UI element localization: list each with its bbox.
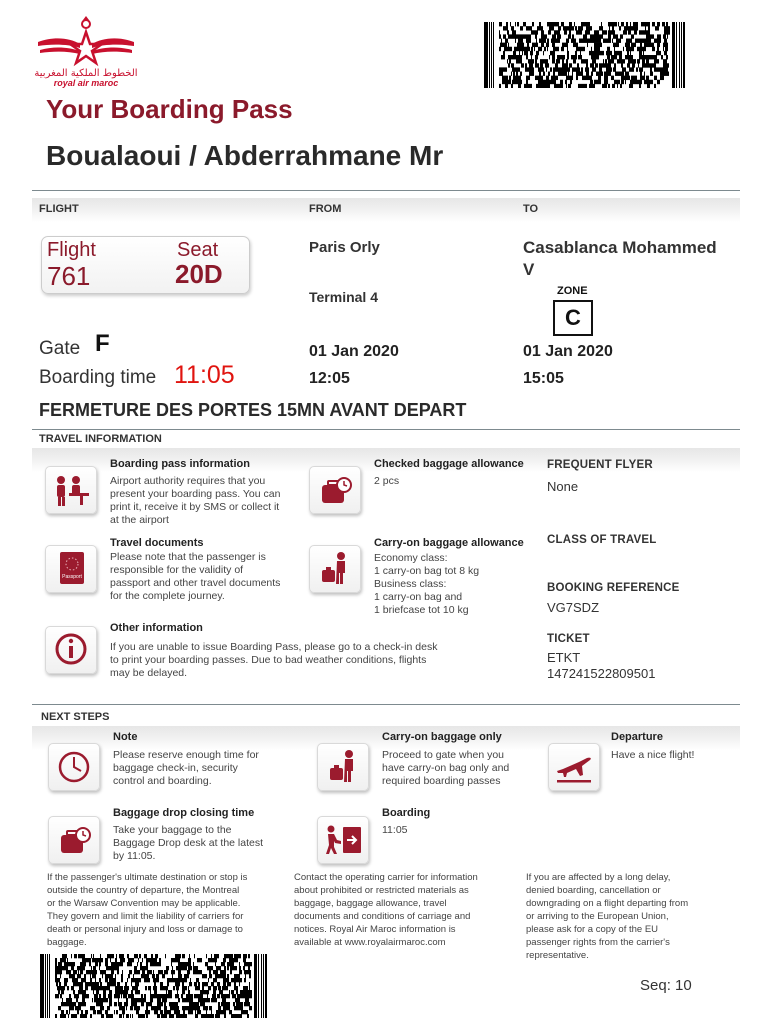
passport-icon-label: Passport: [62, 574, 82, 580]
text-line: downgrading on a flight departing from: [526, 898, 689, 909]
flight-label: Flight: [47, 239, 96, 261]
boarding-time-value: 11:05: [174, 361, 235, 389]
frequent-flyer-label: FREQUENT FLYER: [547, 459, 653, 471]
text-line: notices. Royal Air Maroc information is: [294, 924, 456, 935]
checked-baggage-title: Checked baggage allowance: [374, 458, 524, 470]
royal-air-maroc-logo: [34, 12, 138, 90]
departure-text: Have a nice flight!: [611, 749, 695, 761]
departure-plane-icon: [548, 743, 600, 791]
seat-number: 20D: [175, 259, 223, 289]
booking-reference-label: BOOKING REFERENCE: [547, 582, 680, 594]
boarding-text: 11:05: [382, 824, 408, 836]
text-line: or arriving to the European Union,: [526, 911, 669, 922]
text-line: denied boarding, cancellation or: [526, 885, 661, 896]
person-luggage-icon: [309, 545, 361, 593]
flight-header-band: [32, 198, 740, 222]
text-line: baggage check-in, security: [113, 762, 238, 774]
info-icon: [45, 626, 97, 674]
text-line: required boarding passes: [382, 775, 501, 787]
barcode-top: [484, 22, 694, 88]
carry-on-only-title: Carry-on baggage only: [382, 731, 502, 743]
carry-on-only-text: [382, 749, 509, 788]
to-time: 15:05: [523, 370, 564, 387]
text-line: at the airport: [110, 514, 169, 526]
text-line: Baggage Drop desk at the latest: [113, 837, 264, 849]
luggage-clock-icon: [309, 466, 361, 514]
carry-on-allowance-title: Carry-on baggage allowance: [374, 537, 524, 549]
other-info-title: Other information: [110, 622, 203, 634]
text-line: documents and conditions of carriage and: [294, 911, 471, 922]
text-line: Business class:: [374, 578, 447, 590]
text-line: If you are unable to issue Boarding Pass, please go to a check-in desk: [110, 641, 438, 653]
text-line: for the complete journey.: [110, 590, 225, 602]
text-line: death or personal injury and loss or damage to: [47, 924, 243, 935]
text-line: may be delayed.: [110, 667, 188, 679]
flight-column-label: FLIGHT: [39, 203, 79, 215]
class-of-travel-label: CLASS OF TRAVEL: [547, 534, 657, 546]
person-luggage-icon: [317, 743, 369, 791]
text-line: responsible for the validity of: [110, 564, 244, 576]
text-line: or the Warsaw Convention may be applicable.: [47, 898, 241, 909]
divider: [32, 190, 740, 191]
text-line: Please note that the passenger is: [110, 551, 266, 563]
clock-icon: [48, 743, 100, 791]
boarding-pass-info-text: [110, 475, 280, 527]
page-title: Your Boarding Pass: [46, 94, 293, 124]
logo-latin-text: royal air maroc: [53, 78, 119, 88]
checked-baggage-text: 2 pcs: [374, 475, 400, 487]
text-line: please ask for a copy of the EU: [526, 924, 659, 935]
text-line: about prohibited or restricted materials as: [294, 885, 469, 896]
divider: [32, 429, 740, 430]
text-line: Contact the operating carrier for information: [294, 872, 478, 883]
boarding-title: Boarding: [382, 807, 431, 819]
text-line: baggage.: [47, 937, 87, 948]
travel-documents-title: Travel documents: [110, 537, 204, 549]
note-text: [113, 749, 259, 788]
text-line: 1 carry-on bag and: [374, 591, 463, 603]
booking-reference-value: VG7SDZ: [547, 600, 600, 615]
baggage-drop-text: [113, 824, 263, 863]
sequence-number: Seq: 10: [640, 977, 692, 994]
footer-carrier-contact: [294, 871, 478, 949]
zone-value: C: [565, 305, 581, 330]
gate-label: Gate: [39, 338, 81, 359]
check-in-desk-icon: [45, 466, 97, 514]
travel-documents-text: [110, 551, 280, 603]
zone-label: ZONE: [557, 285, 588, 297]
ticket-type: ETKT: [547, 650, 581, 665]
text-line: Please reserve enough time for: [113, 749, 259, 761]
gate-value: F: [95, 330, 110, 357]
from-date: 01 Jan 2020: [309, 343, 399, 360]
other-info-text: [110, 641, 437, 680]
travel-info-heading: TRAVEL INFORMATION: [39, 433, 162, 445]
text-line: Airport authority requires that you: [110, 475, 266, 487]
text-line: print it, receive it by SMS or collect it: [110, 501, 280, 513]
text-line: passport and other travel documents: [110, 577, 281, 589]
flight-number: 761: [47, 261, 91, 291]
from-city: Paris Orly: [309, 239, 380, 256]
text-line: have carry-on bag only and: [382, 762, 510, 774]
text-line: representative.: [526, 950, 589, 961]
text-line: baggage, baggage allowance, travel: [294, 898, 447, 909]
to-column-label: TO: [523, 203, 539, 215]
to-date: 01 Jan 2020: [523, 343, 613, 360]
seat-label: Seat: [177, 239, 219, 261]
from-column-label: FROM: [309, 203, 342, 215]
ticket-number: 147241522809501: [547, 666, 656, 681]
carry-on-allowance-text: [374, 552, 479, 617]
text-line: present your boarding pass. You can: [110, 488, 281, 500]
text-line: They govern and limit the liability of carriers for: [47, 911, 244, 922]
text-line: If you are affected by a long delay,: [526, 872, 671, 883]
text-line: to print your boarding passes. Due to bad weather conditions, flights: [110, 654, 427, 666]
text-line: passenger rights from the carrier's: [526, 937, 670, 948]
barcode-bottom: [40, 954, 276, 1018]
from-time: 12:05: [309, 370, 350, 387]
boarding-time-label: Boarding time: [39, 367, 157, 388]
passport-icon: [45, 545, 97, 593]
text-line: Economy class:: [374, 552, 448, 564]
gate-closing-notice: FERMETURE DES PORTES 15MN AVANT DEPART: [39, 400, 467, 420]
flight-seat-box: [41, 236, 250, 294]
text-line: Take your baggage to the: [113, 824, 232, 836]
text-line: If the passenger's ultimate destination or stop is: [47, 872, 248, 883]
frequent-flyer-value: None: [547, 479, 579, 494]
text-line: 1 briefcase tot 10 kg: [374, 604, 469, 616]
from-terminal: Terminal 4: [309, 289, 378, 305]
passenger-name: Boualaoui / Abderrahmane Mr: [46, 140, 444, 171]
note-title: Note: [113, 731, 138, 743]
logo-arabic-text: الخطوط الملكية المغربية: [34, 68, 138, 79]
zone-box: [553, 300, 593, 336]
departure-title: Departure: [611, 731, 663, 743]
footer-montreal-convention: [47, 871, 247, 949]
to-city-line1: Casablanca Mohammed: [523, 238, 717, 257]
text-line: by 11:05.: [113, 850, 156, 862]
next-steps-heading: NEXT STEPS: [41, 711, 110, 723]
text-line: available at www.royalairmaroc.com: [294, 937, 446, 948]
text-line: outside the country of departure, the Montreal: [47, 885, 240, 896]
to-city-line2: V: [523, 260, 535, 279]
luggage-clock-icon: [48, 816, 100, 864]
divider: [32, 704, 740, 705]
text-line: Proceed to gate when you: [382, 749, 505, 761]
boarding-door-icon: [317, 816, 369, 864]
ticket-label: TICKET: [547, 633, 590, 645]
footer-eu-rights: [526, 871, 688, 962]
boarding-pass-info-title: Boarding pass information: [110, 458, 250, 470]
text-line: 1 carry-on bag tot 8 kg: [374, 565, 480, 577]
baggage-drop-title: Baggage drop closing time: [113, 807, 255, 819]
text-line: control and boarding.: [113, 775, 212, 787]
